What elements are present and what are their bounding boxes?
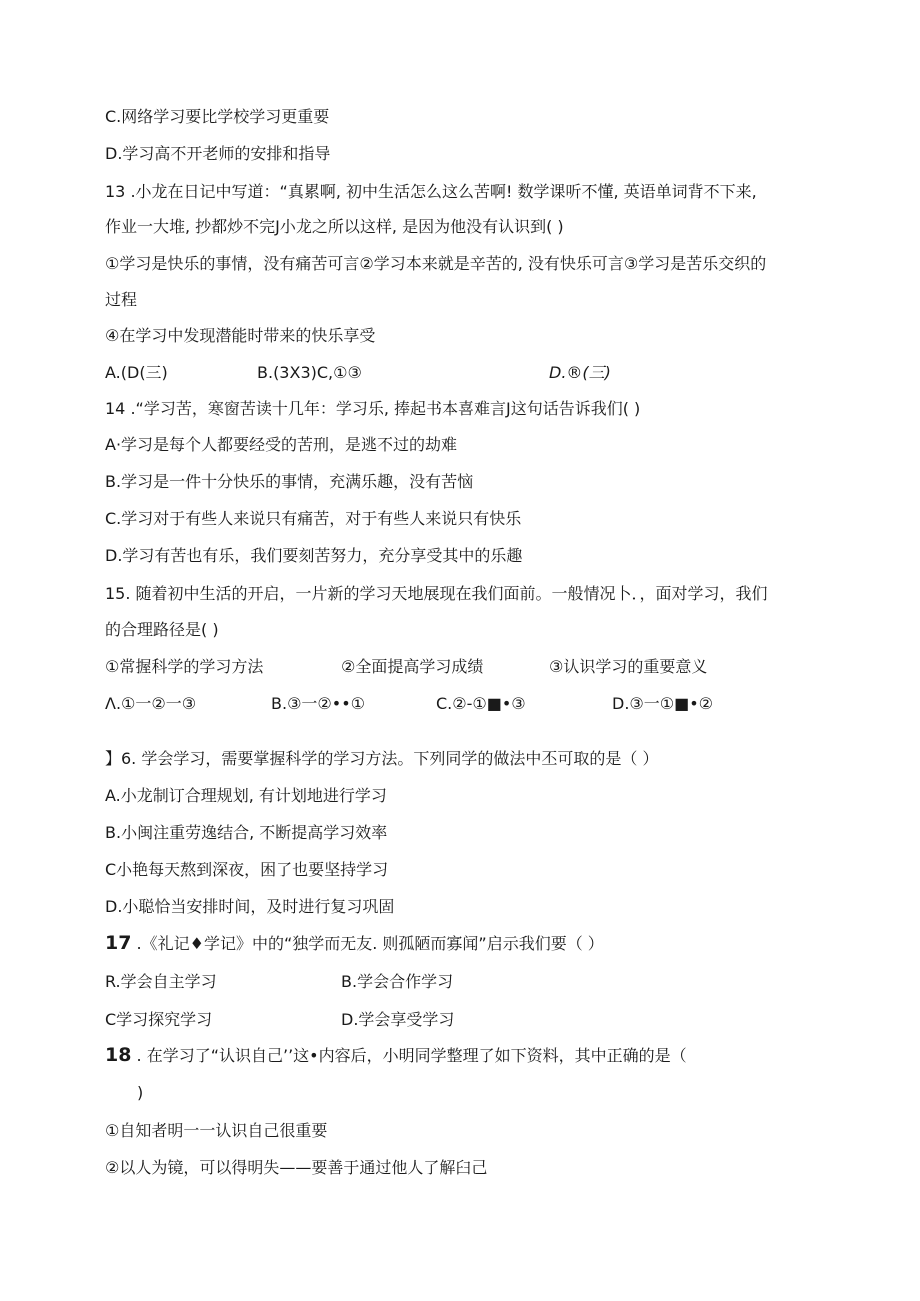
option-c-network: C.网络学习要比学校学习更重要 (105, 107, 330, 126)
question-18-statement-1: ①自知者明一一认识自己很重要 (105, 1121, 328, 1140)
question-15-stem-cont: 的合理路径是( ) (105, 620, 219, 639)
question-15-stem: 15. 随着初中生活的开启，一片新的学习天地展现在我们面前。一般情况卜．，面对学习，我们 (105, 584, 768, 603)
question-18-number: 18 (105, 1044, 132, 1066)
question-17-option-c: C学习探究学习 (105, 1010, 213, 1029)
question-18-text: . 在学习了“认识自己’’这•内容后，小明同学整理了如下资料，其中正确的是（ (131, 1046, 687, 1065)
question-15-option-a: Λ.①一②一③ (105, 694, 197, 713)
question-15-option-b: B.③一②••① (271, 694, 365, 713)
question-13-statements-cont: 过程 (105, 290, 138, 309)
question-17-option-r: R.学会自主学习 (105, 972, 217, 991)
question-14-option-a: A·学习是每个人都要经受的苦刑，是逃不过的劫难 (105, 435, 458, 454)
question-14-option-b: B.学习是一件十分快乐的事情，充满乐趣，没有苦恼 (105, 472, 474, 491)
question-13-statement-4: ④在学习中发现潜能时带来的快乐享受 (105, 326, 376, 345)
question-13-option-a: A.(D(三) (105, 363, 168, 382)
question-17-number: 17 (105, 932, 132, 954)
question-17-option-d: D.学会享受学习 (341, 1010, 455, 1029)
question-13-option-b: B.(3X3)C,①③ (257, 363, 362, 382)
question-18-paren: ) (137, 1083, 144, 1102)
question-14-stem: 14 .“学习苦，寒窗苦读十几年：学习乐, 捧起书本喜难言J这句话告诉我们( ) (105, 399, 641, 418)
question-13-stem-cont: 作业一大堆, 抄都炒不完J小龙之所以这样, 是因为他没有认识到( ) (105, 217, 564, 236)
question-14-option-d: D.学习有苦也有乐，我们要刻苦努力，充分享受其中的乐趣 (105, 546, 523, 565)
question-15-option-c: C.②-①■•③ (436, 694, 526, 713)
question-15-option-d: D.③一①■•② (612, 694, 713, 713)
question-13-statements: ①学习是快乐的事情，没有痛苦可言②学习本来就是辛苦的, 没有快乐可言③学习是苦乐交织的 (105, 254, 767, 273)
question-18-statement-2: ②以人为镜，可以得明失——要善于通过他人了解臼己 (105, 1158, 488, 1177)
question-17-option-b: B.学会合作学习 (341, 972, 454, 991)
option-d-teacher: D.学习高不开老师的安排和指导 (105, 144, 331, 163)
question-17-stem (105, 933, 604, 954)
question-16-stem: 】6. 学会学习，需要掌握科学的学习方法。下列同学的做法中丕可取的是（ ） (105, 749, 659, 768)
question-14-option-c: C.学习对于有些人来说只有痛苦，对于有些人来说只有快乐 (105, 509, 522, 528)
question-16-option-a: A.小龙制订合理规划, 有计划地进行学习 (105, 786, 387, 805)
question-16-option-c: C小艳每天熬到深夜，困了也要坚持学习 (105, 860, 389, 879)
question-15-item-2: ②全面提高学习成绩 (341, 657, 484, 676)
question-13-stem: 13 .小龙在日记中写道：“真累啊, 初中生活怎么这么苦啊! 数学课听不懂, 英语单词背不下来, (105, 182, 757, 201)
question-15-item-3: ③认识学习的重要意义 (549, 657, 708, 676)
question-18-stem (105, 1045, 687, 1066)
question-16-option-b: B.小闽注重劳逸结合, 不断提高学习效率 (105, 823, 388, 842)
question-13-option-d: D.®(三) (549, 363, 611, 382)
question-17-text: .《礼记♦学记》中的“独学而无友. 则孤陋而寡闻”启示我们要（ ） (131, 934, 604, 953)
question-16-option-d: D.小聪恰当安排时间，及时进行复习巩固 (105, 897, 395, 916)
question-15-item-1: ①常握科学的学习方法 (105, 657, 264, 676)
